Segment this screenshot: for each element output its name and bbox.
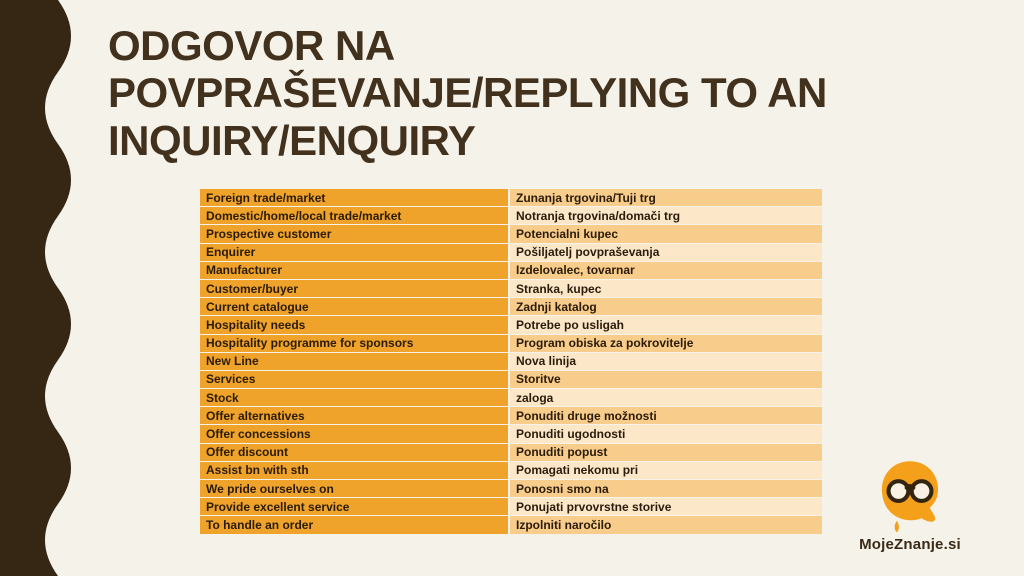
- table-row: [200, 480, 822, 497]
- cell-english-term: Customer/buyer: [200, 280, 508, 297]
- cell-slovenian-translation: Ponujati prvovrstne storive: [510, 498, 822, 515]
- cell-english-term: To handle an order: [200, 516, 508, 533]
- cell-slovenian-translation: Pomagati nekomu pri: [510, 462, 822, 479]
- cell-slovenian-translation: Zadnji katalog: [510, 298, 822, 315]
- cell-english-term: Provide excellent service: [200, 498, 508, 515]
- brand-logo: [852, 458, 968, 553]
- table-row: [200, 371, 822, 388]
- cell-slovenian-translation: Ponuditi ugodnosti: [510, 425, 822, 442]
- cell-slovenian-translation: Zunanja trgovina/Tuji trg: [510, 189, 822, 206]
- table-row: [200, 207, 822, 224]
- cell-slovenian-translation: Nova linija: [510, 353, 822, 370]
- table-row: [200, 462, 822, 479]
- table-row: [200, 316, 822, 333]
- cell-slovenian-translation: Pošiljatelj povpraševanja: [510, 244, 822, 261]
- cell-slovenian-translation: Izpolniti naročilo: [510, 516, 822, 533]
- table-row: [200, 262, 822, 279]
- cell-english-term: Hospitality programme for sponsors: [200, 335, 508, 352]
- cell-english-term: Offer discount: [200, 444, 508, 461]
- title-line-2: POVPRAŠEVANJE/REPLYING TO AN: [108, 69, 827, 117]
- cell-slovenian-translation: zaloga: [510, 389, 822, 406]
- title-line-1: ODGOVOR NA: [108, 22, 395, 69]
- table-row: [200, 298, 822, 315]
- table-row: [200, 425, 822, 442]
- cell-english-term: Domestic/home/local trade/market: [200, 207, 508, 224]
- cell-english-term: Prospective customer: [200, 225, 508, 242]
- table-row: [200, 225, 822, 242]
- ghost-mascot-icon: [868, 458, 952, 534]
- cell-english-term: Offer concessions: [200, 425, 508, 442]
- cell-slovenian-translation: Stranka, kupec: [510, 280, 822, 297]
- table-row: [200, 407, 822, 424]
- table-row: [200, 280, 822, 297]
- slide-title: [108, 22, 988, 164]
- cell-english-term: New Line: [200, 353, 508, 370]
- table-row: [200, 335, 822, 352]
- left-wave-decoration: [0, 0, 90, 576]
- cell-english-term: Manufacturer: [200, 262, 508, 279]
- cell-english-term: Hospitality needs: [200, 316, 508, 333]
- table-row: [200, 444, 822, 461]
- cell-english-term: Offer alternatives: [200, 407, 508, 424]
- table-row: [200, 516, 822, 533]
- cell-english-term: Enquirer: [200, 244, 508, 261]
- cell-english-term: Assist bn with sth: [200, 462, 508, 479]
- cell-slovenian-translation: Notranja trgovina/domači trg: [510, 207, 822, 224]
- cell-slovenian-translation: Izdelovalec, tovarnar: [510, 262, 822, 279]
- cell-slovenian-translation: Storitve: [510, 371, 822, 388]
- cell-slovenian-translation: Potencialni kupec: [510, 225, 822, 242]
- title-line-3: INQUIRY/ENQUIRY: [108, 116, 476, 164]
- cell-slovenian-translation: Ponuditi popust: [510, 444, 822, 461]
- cell-english-term: We pride ourselves on: [200, 480, 508, 497]
- table-row: [200, 353, 822, 370]
- vocab-table: [200, 189, 822, 534]
- cell-english-term: Current catalogue: [200, 298, 508, 315]
- cell-english-term: Stock: [200, 389, 508, 406]
- cell-slovenian-translation: Ponuditi druge možnosti: [510, 407, 822, 424]
- cell-english-term: Foreign trade/market: [200, 189, 508, 206]
- brand-logo-text: MojeZnanje.si: [859, 536, 961, 553]
- table-row: [200, 389, 822, 406]
- cell-slovenian-translation: Potrebe po usligah: [510, 316, 822, 333]
- cell-slovenian-translation: Program obiska za pokrovitelje: [510, 335, 822, 352]
- table-row: [200, 244, 822, 261]
- cell-slovenian-translation: Ponosni smo na: [510, 480, 822, 497]
- table-row: [200, 189, 822, 206]
- table-row: [200, 498, 822, 515]
- cell-english-term: Services: [200, 371, 508, 388]
